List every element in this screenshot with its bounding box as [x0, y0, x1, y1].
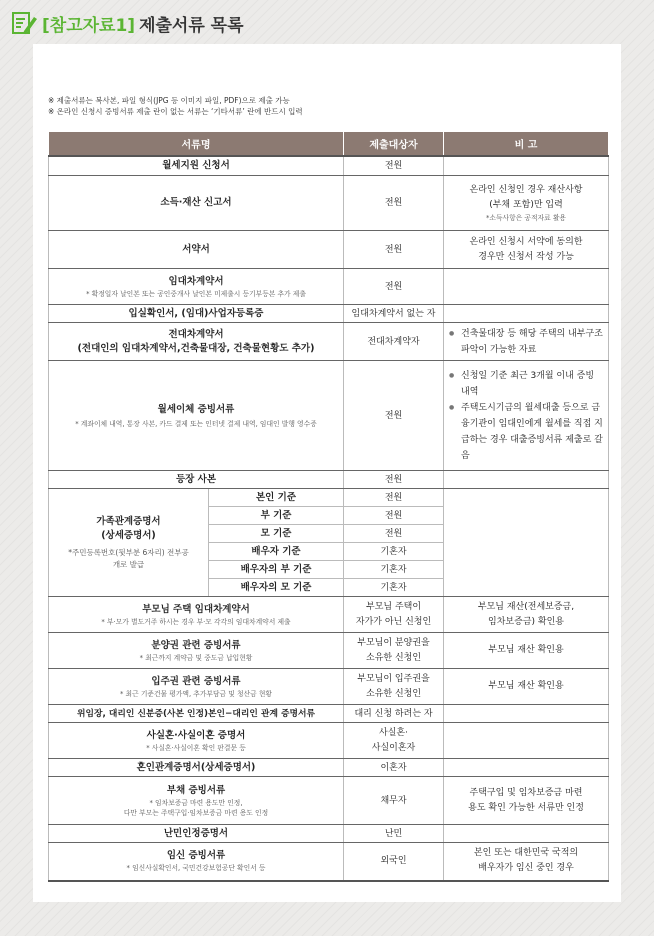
table-row: [49, 705, 609, 723]
remarks-cell: [444, 361, 609, 471]
target-cell: 전원: [344, 525, 444, 543]
sub-criteria-cell: 본인 기준: [209, 489, 344, 507]
remarks-cell: [444, 759, 609, 777]
edit-document-icon: [10, 9, 38, 37]
target-cell: 전원: [344, 156, 444, 176]
doc-name-cell: 사실혼·사실이혼 증명서 * 사실혼·사실이혼 확인 판결문 등: [49, 723, 344, 759]
header-document-name: 서류명: [49, 132, 344, 156]
remarks-cell: [444, 471, 609, 489]
target-cell: 전원: [344, 269, 444, 305]
sub-criteria-cell: 배우자의 부 기준: [209, 561, 344, 579]
table-row: [49, 323, 609, 361]
remarks-cell: [444, 723, 609, 759]
target-cell: 전원: [344, 176, 444, 231]
doc-name-cell: 부채 증빙서류 * 임차보증금 마련 용도만 인정, 다만 부모는 주택구입·임차보증금 마련 용도 인정: [49, 777, 344, 825]
target-cell: 기혼자: [344, 579, 444, 597]
table-row: [49, 633, 609, 669]
page-title: 제출서류 목록: [139, 15, 244, 36]
doc-name-cell: 부모님 주택 임대차계약서 * 부·모가 별도거주 하시는 경우 부·모 각각의 임대차계약서 제출: [49, 597, 344, 633]
remarks-cell: [444, 489, 609, 597]
table-row: [49, 597, 609, 633]
note-line: ※ 제출서류는 복사본, 파일 형식(JPG 등 이미지 파일, PDF)으로 제출 가능: [48, 96, 290, 105]
table-row: [49, 156, 609, 176]
remark-bullet: ● 신청일 기준 최근 3개월 이내 증빙 내역: [449, 368, 605, 400]
remark-bullet: ● 건축물대장 등 해당 주택의 내부구조 파악이 가능한 자료: [449, 326, 605, 358]
doc-name-cell: 난민인정증명서: [49, 825, 344, 843]
target-cell: 부모님이 입주권을 소유한 신청인: [344, 669, 444, 705]
doc-name-cell: 위임장, 대리인 신분증(사본 인정)본인−대리인 관계 증명서류: [49, 705, 344, 723]
doc-name-cell: 소득·재산 신고서: [49, 176, 344, 231]
remarks-cell: 온라인 신청시 서약에 동의한 경우만 신청서 작성 가능: [444, 231, 609, 269]
note-line: ※ 온라인 신청시 증빙서류 제출 란이 없는 서류는 ‘기타서류’ 란에 반드시 입력: [48, 107, 303, 116]
table-row: [49, 759, 609, 777]
remarks-cell: 부모님 재산 확인용: [444, 669, 609, 705]
remarks-cell: [444, 825, 609, 843]
table-row: [49, 176, 609, 231]
doc-name-cell: 입실확인서, (임대)사업자등록증: [49, 305, 344, 323]
table-row: [49, 269, 609, 305]
documents-table: [48, 131, 609, 882]
table-row: [49, 777, 609, 825]
remarks-cell: [444, 156, 609, 176]
sub-criteria-cell: 배우자의 모 기준: [209, 579, 344, 597]
remarks-cell: [444, 705, 609, 723]
table-row: [49, 361, 609, 471]
target-cell: 외국인: [344, 843, 444, 881]
table-row: [49, 843, 609, 881]
table-row: [49, 305, 609, 323]
remarks-cell: 주택구입 및 임차보증금 마련 용도 확인 가능한 서류만 인정: [444, 777, 609, 825]
target-cell: 전원: [344, 471, 444, 489]
table-header-row: [49, 132, 609, 156]
doc-name-cell: 등장 사본: [49, 471, 344, 489]
target-cell: 전대차계약자: [344, 323, 444, 361]
doc-name-cell: 전대차계약서 (전대인의 임대차계약서,건축물대장, 건축물현황도 추가): [49, 323, 344, 361]
target-cell: 전원: [344, 489, 444, 507]
notes: [48, 95, 303, 117]
target-cell: 기혼자: [344, 561, 444, 579]
sub-criteria-cell: 배우자 기준: [209, 543, 344, 561]
doc-name-cell: 임신 증빙서류 * 임신사실확인서, 국민건강보험공단 확인서 등: [49, 843, 344, 881]
target-cell: 전원: [344, 231, 444, 269]
doc-name-cell: 서약서: [49, 231, 344, 269]
remarks-cell: 부모님 재산(전세보증금, 임차보증금) 확인용: [444, 597, 609, 633]
remarks-cell: 온라인 신청인 경우 재산사항 (부채 포함)만 입력 *소득사항은 공적자료 활용: [444, 176, 609, 231]
remarks-cell: 본인 또는 대한민국 국적의 배우자가 임신 중인 경우: [444, 843, 609, 881]
header-remarks: 비 고: [444, 132, 609, 156]
target-cell: 채무자: [344, 777, 444, 825]
target-cell: 부모님이 분양권을 소유한 신청인: [344, 633, 444, 669]
table-row: [49, 669, 609, 705]
section-header: [10, 8, 244, 38]
sub-criteria-cell: 부 기준: [209, 507, 344, 525]
doc-name-cell: 임대차계약서 * 확정일자 날인본 또는 공인중개사 날인본 미제출시 등기부등본 추가 제출: [49, 269, 344, 305]
header-target: 제출대상자: [344, 132, 444, 156]
target-cell: 부모님 주택이 자가가 아닌 신청인: [344, 597, 444, 633]
target-cell: 기혼자: [344, 543, 444, 561]
remark-bullet: ● 주택도시기금의 월세대출 등으로 금융기관이 임대인에게 월세를 직접 지급하는 경우 대출증빙서류 제출로 갈음: [449, 400, 605, 464]
doc-name-cell: 월세지원 신청서: [49, 156, 344, 176]
target-cell: 임대차계약서 없는 자: [344, 305, 444, 323]
target-cell: 대리 신청 하려는 자: [344, 705, 444, 723]
table-row: [49, 825, 609, 843]
sub-criteria-cell: 모 기준: [209, 525, 344, 543]
table-row: [49, 471, 609, 489]
table-row: [49, 489, 609, 507]
table-row: [49, 231, 609, 269]
doc-name-cell: 월세이체 증빙서류 * 계좌이체 내역, 통장 사본, 카드 결제 또는 인터넷 결제 내역, 임대인 발행 영수증: [49, 361, 344, 471]
doc-name-cell: 분양권 관련 증빙서류 * 최근까지 계약금 및 중도금 납입현황: [49, 633, 344, 669]
target-cell: 전원: [344, 361, 444, 471]
remarks-cell: 부모님 재산 확인용: [444, 633, 609, 669]
target-cell: 난민: [344, 825, 444, 843]
target-cell: 사실혼· 사실이혼자: [344, 723, 444, 759]
remarks-cell: [444, 305, 609, 323]
header-tag: [참고자료1]: [42, 15, 136, 36]
target-cell: 이혼자: [344, 759, 444, 777]
doc-name-cell: 가족관계증명서 (상세증명서) *주민등록번호(뒷부분 6자리) 전부공개로 발급: [49, 489, 209, 597]
doc-name-cell: 입주권 관련 증빙서류 * 최근 기준건물 평가액, 추가부담금 및 청산금 현황: [49, 669, 344, 705]
target-cell: 전원: [344, 507, 444, 525]
doc-name-cell: 혼인관계증명서(상세증명서): [49, 759, 344, 777]
table-row: [49, 723, 609, 759]
remarks-cell: [444, 323, 609, 361]
remarks-cell: [444, 269, 609, 305]
